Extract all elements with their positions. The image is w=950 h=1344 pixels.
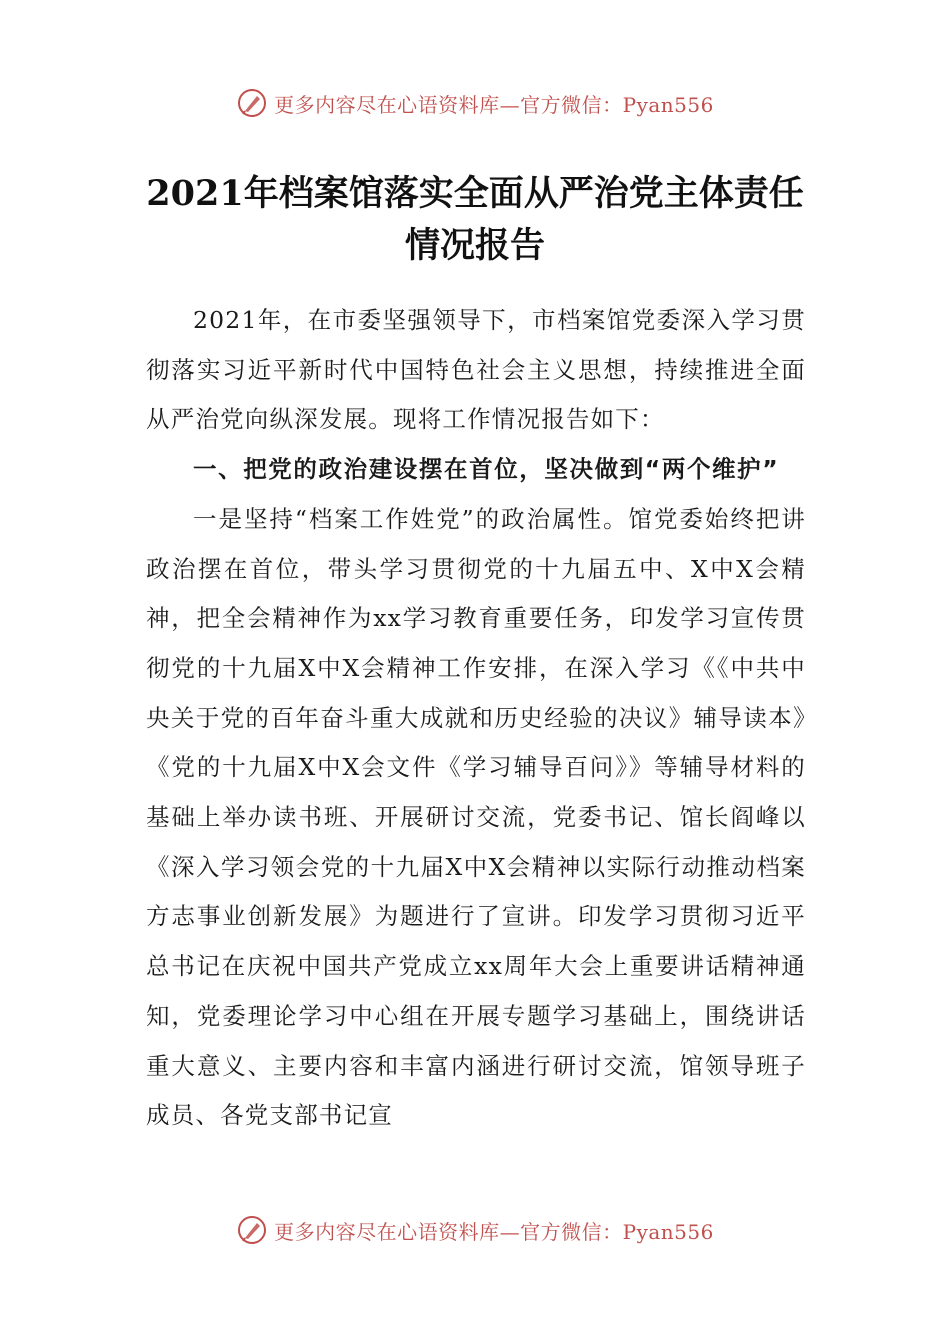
- footer-watermark: [0, 1210, 950, 1250]
- quill-pen-icon: [236, 87, 268, 119]
- title-line-1: 2021年档案馆落实全面从严治党主体责任: [146, 173, 804, 214]
- section-heading: 一、把党的政治建设摆在首位，坚决做到“两个维护”: [193, 455, 780, 484]
- intro-paragraph: 2021年，在市委坚强领导下，市档案馆党委深入学习贯彻落实习近平新时代中国特色社会主义思想，持续推进全面从严治党向纵深发展。现将工作情况报告如下：: [146, 306, 806, 434]
- document-title: [120, 168, 830, 272]
- quill-pen-icon: [236, 1214, 268, 1246]
- watermark-text: 更多内容尽在心语资料库—官方微信：Pyan556: [274, 1219, 714, 1244]
- header-watermark: [0, 83, 950, 123]
- document-body: [146, 296, 806, 1141]
- title-line-2: 情况报告: [404, 225, 545, 266]
- body-paragraph: 一是坚持“档案工作姓党”的政治属性。馆党委始终把讲政治摆在首位，带头学习贯彻党的十九届五中、X中X会精神，把全会精神作为xx学习教育重要任务，印发学习宣传贯彻党的十九届X中X会精神工作安排，在深入学习《《中共中央关于党的百年奋斗重大成就和历史经验的决议》辅导读本》《党的十九届X中X会文件《学习辅导百问》》等辅导材料的基础上举办读书班、开展研讨交流，党委书记、馆长阎峰以《深入学习领会党的十九届X中X会精神以实际行动推动档案方志事业创新发展》为题进行了宣讲。印发学习贯彻习近平总书记在庆祝中国共产党成立xx周年大会上重要讲话精神通知，党委理论学习中心组在开展专题学习基础上，围绕讲话重大意义、主要内容和丰富内涵进行研讨交流，馆领导班子成员、各党支部书记宣: [146, 504, 806, 1130]
- watermark-text: 更多内容尽在心语资料库—官方微信：Pyan556: [274, 92, 714, 117]
